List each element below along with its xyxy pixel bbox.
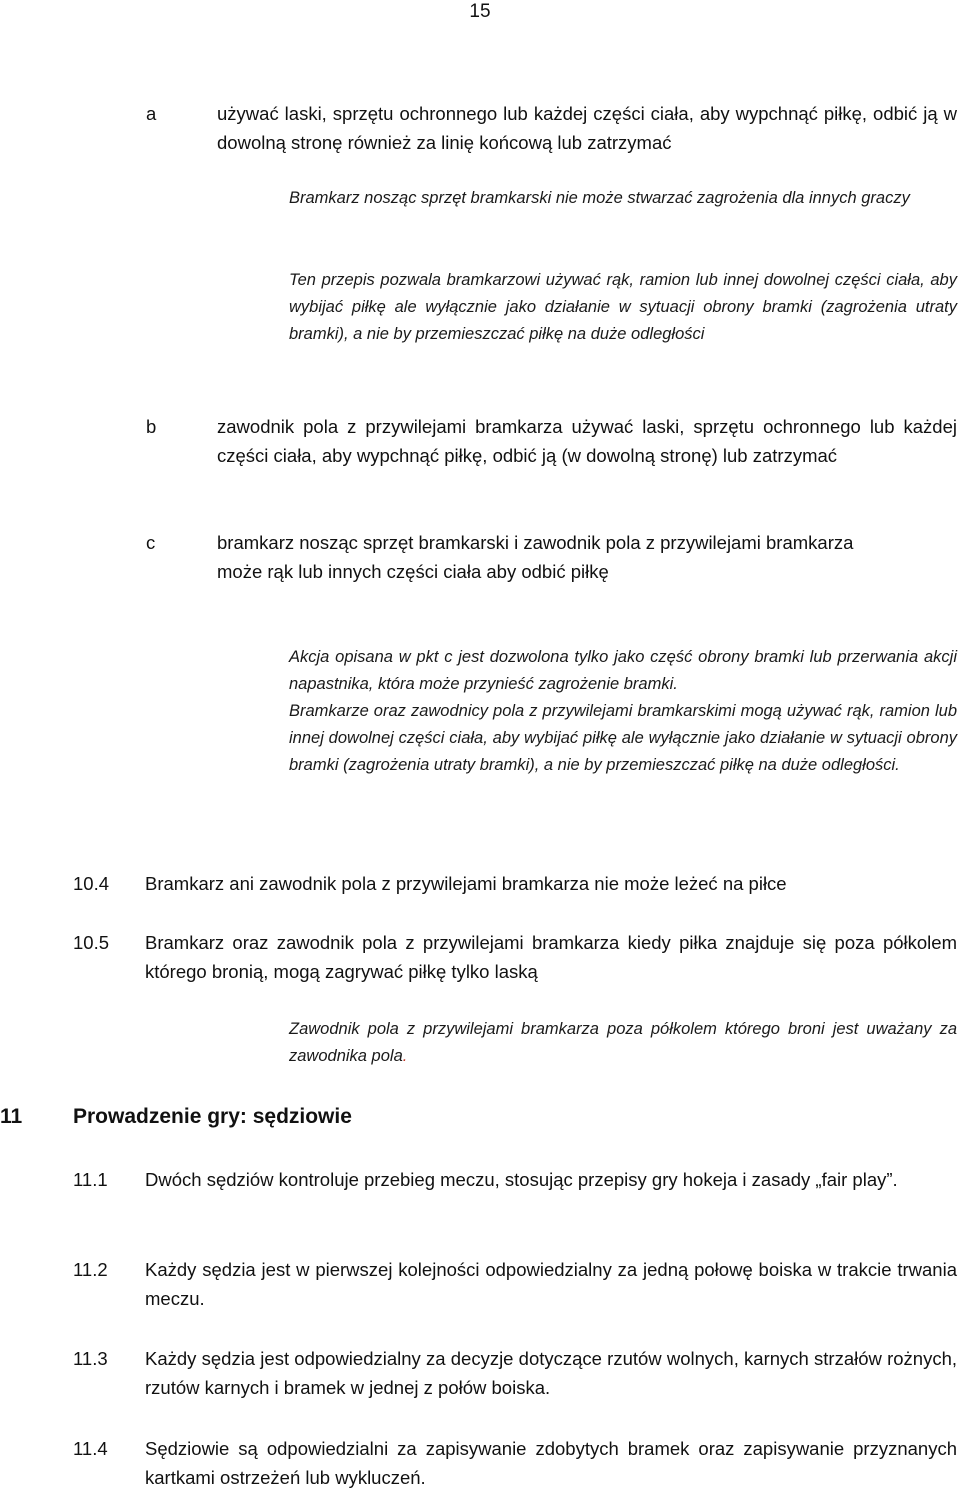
item-text-c: bramkarz nosząc sprzęt bramkarski i zawodnik pola z przywilejami bramkarza może rąk lub innych części ciała aby odbić piłkę	[217, 532, 854, 582]
rule-number-11-1: 11.1	[73, 1169, 108, 1190]
item-letter-a: a	[146, 103, 157, 124]
rule-text-11-1: Dwóch sędziów kontroluje przebieg meczu, stosując przepisy gry hokeja i zasady „fair play”.	[145, 1169, 898, 1190]
item-text-b: zawodnik pola z przywilejami bramkarza używać laski, sprzętu ochronnego lub każdej części ciała, aby wypchnąć piłkę, odbić ją (w dowolną stronę) lub zatrzymać	[217, 416, 957, 466]
section-title: Prowadzenie gry: sędziowie	[73, 1105, 352, 1128]
rule-number-10-4: 10.4	[73, 873, 110, 894]
rule-number-11-3: 11.3	[73, 1348, 108, 1369]
rule-number-11-2: 11.2	[73, 1259, 108, 1280]
rule-text-10-4: Bramkarz ani zawodnik pola z przywilejami bramkarza nie może leżeć na piłce	[145, 873, 787, 894]
item-text-a: używać laski, sprzętu ochronnego lub każdej części ciała, aby wypchnąć piłkę, odbić ją w dowolną stronę również za linię końcową lub zatrzymać	[217, 103, 957, 153]
section-heading	[0, 1103, 352, 1131]
note-c-goalkeepers: Bramkarze oraz zawodnicy pola z przywilejami bramkarskimi mogą używać rąk, ramion lub innej dowolnej części ciała, aby wybijać piłkę ale wyłącznie jako działanie w sytuacji obrony bramki (zagrożenia utraty bramki), a nie by przemieszczać piłkę na duże odległości.	[289, 702, 957, 774]
rule-text-10-5: Bramkarz oraz zawodnik pola z przywilejami bramkarza kiedy piłka znajduje się poza półkolem którego bronią, mogą zagrywać piłkę tylko laską	[145, 932, 957, 982]
note-10-5-text: Zawodnik pola z przywilejami bramkarza poza półkolem którego broni jest uważany za zawodnika pola	[289, 1020, 957, 1065]
rule-text-11-4: Sędziowie są odpowiedzialni za zapisywanie zdobytych bramek oraz zapisywanie przyznanych kartkami ostrzeżeń lub wykluczeń.	[145, 1438, 957, 1488]
note-a-equipment: Bramkarz nosząc sprzęt bramkarski nie może stwarzać zagrożenia dla innych graczy	[289, 189, 910, 207]
section-number: 11	[0, 1105, 23, 1128]
rule-number-11-4: 11.4	[73, 1438, 108, 1459]
rule-text-11-3: Każdy sędzia jest odpowiedzialny za decyzje dotyczące rzutów wolnych, karnych strzałów rożnych, rzutów karnych i bramek w jednej z połów boiska.	[145, 1348, 957, 1398]
item-letter-c: c	[146, 532, 156, 553]
note-a-rule-explanation: Ten przepis pozwala bramkarzowi używać rąk, ramion lub innej dowolnej części ciała, aby wybijać piłkę ale wyłącznie jako działanie w sytuacji obrony bramki (zagrożenia utraty bramki), a nie by przemieszczać piłkę na duże odległości	[289, 271, 957, 343]
note-c-action: Akcja opisana w pkt c jest dozwolona tylko jako część obrony bramki lub przerwania akcji napastnika, która może przynieść zagrożenie bramki.	[289, 648, 957, 693]
note-10-5-period: .	[402, 1047, 408, 1065]
rule-number-10-5: 10.5	[73, 932, 110, 953]
rule-text-11-2: Każdy sędzia jest w pierwszej kolejności odpowiedzialny za jedną połowę boiska w trakcie trwania meczu.	[145, 1259, 957, 1309]
page-number: 15	[469, 1, 491, 22]
note-10-5	[289, 1016, 957, 1070]
item-letter-b: b	[146, 416, 157, 437]
